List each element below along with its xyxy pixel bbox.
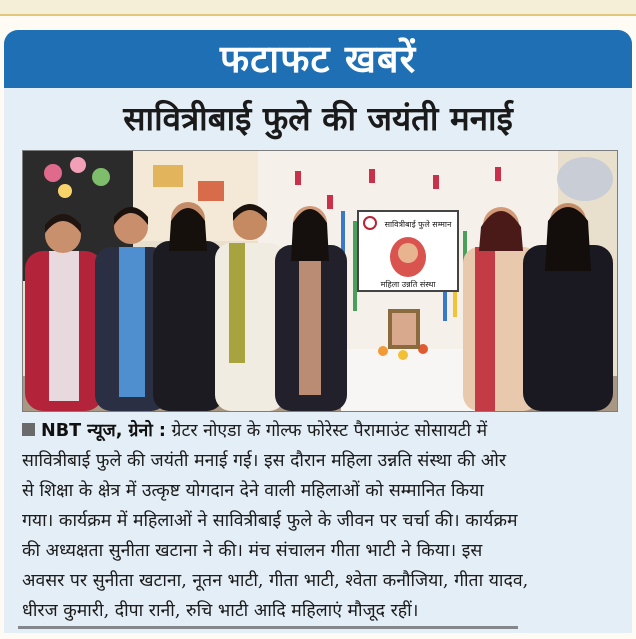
article-photo <box>22 150 618 412</box>
article-line-4: गया। कार्यक्रम में महिलाओं ने सावित्रीबाई फुले के जीवन पर चर्चा की। कार्यक्रम <box>22 511 518 531</box>
bullet-square-icon <box>22 423 35 436</box>
article-line-1: NBT न्यूज, ग्रेनो : ग्रेटर नोएडा के गोल्फ फोरेस्ट पैरामाउंट सोसायटी में <box>22 416 628 446</box>
article-line-6: अवसर पर सुनीता खटाना, नूतन भाटी, गीता भाटी, श्वेता कनौजिया, गीता यादव, <box>22 571 529 591</box>
article-line-5: की अध्यक्षता सुनीता खटाना ने की। मंच संचालन गीता भाटी ने किया। इस <box>22 541 483 561</box>
news-card <box>4 30 632 633</box>
poster-caption: महिला उन्नति संस्था <box>380 280 436 289</box>
article-body <box>22 416 628 626</box>
article-byline: NBT न्यूज, ग्रेनो : <box>41 421 166 441</box>
article-line-7: धीरज कुमारी, दीपा रानी, रुचि भाटी आदि महिलाएं मौजूद रहीं। <box>22 601 419 621</box>
group-photo-illustration <box>23 151 617 411</box>
article-line-3: से शिक्षा के क्षेत्र में उत्कृष्ट योगदान देने वाली महिलाओं को सम्मानित किया <box>22 481 484 501</box>
poster-title: सावित्रीबाई फुले सम्मान <box>384 220 452 229</box>
section-banner: फटाफट खबरें <box>4 30 632 88</box>
previous-article-edge <box>0 0 636 16</box>
article-headline: सावित्रीबाई फुले की जयंती मनाई <box>123 99 513 138</box>
article-line-2: सावित्रीबाई फुले की जयंती मनाई गई। इस दौरान महिला उन्नति संस्था की ओर <box>22 451 507 471</box>
